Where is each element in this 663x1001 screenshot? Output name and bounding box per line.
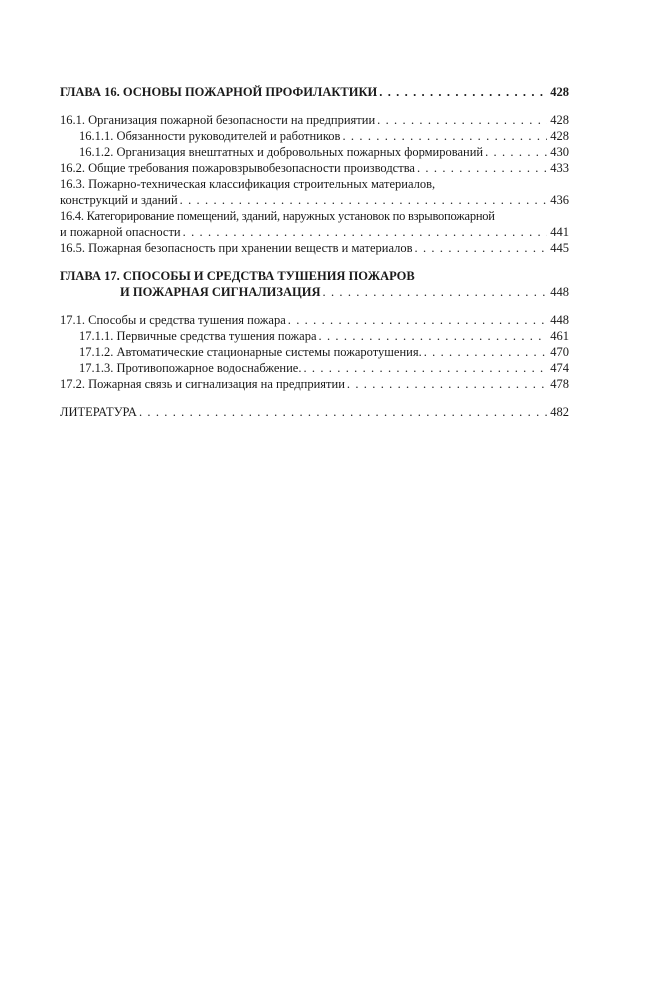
toc-entry-title: ЛИТЕРАТУРА — [60, 405, 137, 419]
toc-page-number: 448 — [550, 285, 569, 299]
toc-entry-title: 17.1.1. Первичные средства тушения пожара — [79, 329, 317, 343]
toc-dot-leader — [317, 328, 547, 344]
toc-entry-title: 16.1.2. Организация внештатных и добровольных пожарных формирований — [79, 145, 484, 159]
toc-page-number: 428 — [550, 113, 569, 127]
toc-page-number: 433 — [550, 161, 569, 175]
toc-page-number: 445 — [550, 241, 569, 255]
toc-entry-title: И ПОЖАРНАЯ СИГНАЛИЗАЦИЯ — [120, 285, 321, 299]
toc-chapter-16 — [60, 84, 569, 100]
toc-entry-16-5 — [60, 240, 569, 256]
toc-entry-16-3 — [60, 192, 569, 208]
toc-entry-17-2 — [60, 376, 569, 392]
toc-entry-16-4-line1: 16.4. Категорирование помещений, зданий, наружных установок по взрывопожарной — [60, 209, 495, 223]
toc-literature — [60, 404, 569, 420]
toc-page-number: 482 — [550, 405, 569, 419]
toc-entry-16-4 — [60, 224, 569, 240]
toc-dot-leader — [137, 404, 547, 420]
toc-entry-title: и пожарной опасности — [60, 225, 181, 239]
toc-page-number: 428 — [550, 129, 569, 143]
toc-entry-17-1-2 — [60, 344, 569, 360]
toc-entry-17-1 — [60, 312, 569, 328]
toc-dot-leader — [286, 312, 547, 328]
toc-entry-title: 17.1.3. Противопожарное водоснабжение. — [79, 361, 302, 375]
toc-entry-16-1 — [60, 112, 569, 128]
table-of-contents — [60, 84, 569, 420]
toc-dot-leader — [178, 192, 547, 208]
toc-entry-title: 16.1. Организация пожарной безопасности на предприятии — [60, 113, 376, 127]
toc-page-number: 470 — [550, 345, 569, 359]
toc-entry-title: 17.2. Пожарная связь и сигнализация на предприятии — [60, 377, 345, 391]
toc-entry-17-1-3 — [60, 360, 569, 376]
toc-dot-leader — [321, 284, 548, 300]
toc-chapter-17 — [60, 284, 569, 300]
toc-dot-leader — [422, 344, 547, 360]
toc-entry-title: 17.1. Способы и средства тушения пожара — [60, 313, 286, 327]
toc-page-number: 461 — [550, 329, 569, 343]
toc-entry-title: 16.5. Пожарная безопасность при хранении веществ и материалов — [60, 241, 413, 255]
toc-entry-title: ГЛАВА 16. ОСНОВЫ ПОЖАРНОЙ ПРОФИЛАКТИКИ — [60, 85, 378, 99]
toc-dot-leader — [301, 360, 547, 376]
toc-dot-leader — [413, 240, 547, 256]
toc-page-number: 478 — [550, 377, 569, 391]
toc-entry-17-1-1 — [60, 328, 569, 344]
toc-dot-leader — [415, 160, 547, 176]
toc-entry-title: 16.1.1. Обязанности руководителей и работников — [79, 129, 341, 143]
toc-entry-title: 16.2. Общие требования пожаровзрывобезопасности производства — [60, 161, 415, 175]
toc-entry-16-1-2 — [60, 144, 569, 160]
toc-dot-leader — [377, 84, 547, 100]
toc-dot-leader — [345, 376, 547, 392]
toc-page-number: 436 — [550, 193, 569, 207]
toc-page-number: 448 — [550, 313, 569, 327]
toc-dot-leader — [340, 128, 547, 144]
toc-entry-16-2 — [60, 160, 569, 176]
toc-dot-leader — [483, 144, 547, 160]
toc-chapter-17-line1: ГЛАВА 17. СПОСОБЫ И СРЕДСТВА ТУШЕНИЯ ПОЖАРОВ — [60, 269, 415, 283]
toc-page-number: 428 — [550, 85, 569, 99]
toc-page-number: 474 — [550, 361, 569, 375]
toc-entry-title: конструкций и зданий — [60, 193, 178, 207]
toc-entry-title: 17.1.2. Автоматические стационарные системы пожаротушения. — [79, 345, 422, 359]
toc-entry-16-1-1 — [60, 128, 569, 144]
toc-page-number: 441 — [550, 225, 569, 239]
toc-dot-leader — [181, 224, 547, 240]
toc-entry-16-3-line1: 16.3. Пожарно-техническая классификация строительных материалов, — [60, 177, 436, 191]
toc-dot-leader — [375, 112, 547, 128]
toc-page-number: 430 — [550, 145, 569, 159]
